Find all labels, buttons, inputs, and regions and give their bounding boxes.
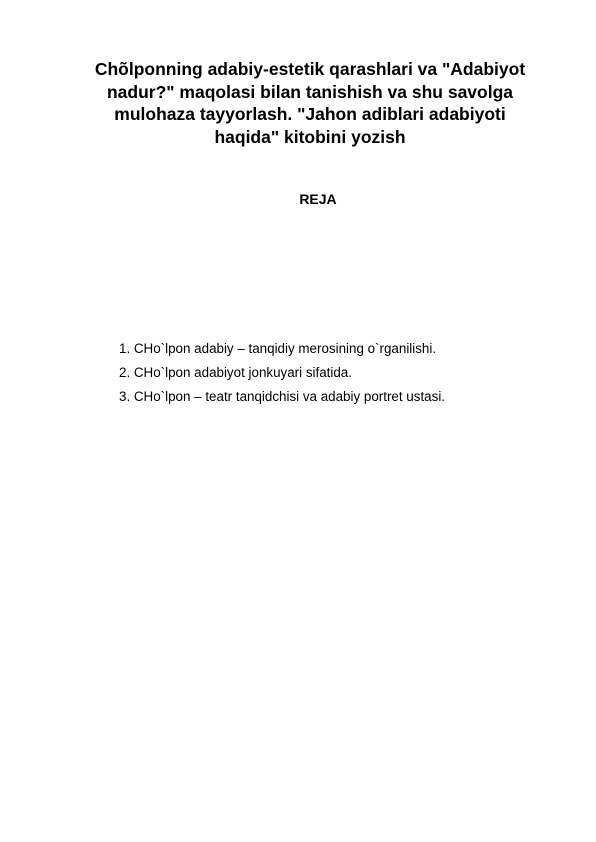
document-title: Chõlponning adabiy-estetik qarashlari va "Adabiyot nadur?" maqolasi bilan tanishish va shu savolga mulohaza tayyorlash. "Jahon adiblari adabiyoti haqida" kitobini yozish (94, 59, 526, 147)
plan-item-1: 1. CHo`lpon adabiy – tanqidiy merosining o`rganilishi. (119, 341, 437, 356)
plan-list (119, 337, 445, 409)
plan-item-3: 3. CHo`lpon – teatr tanqidchisi va adabiy portret ustasi. (119, 389, 446, 404)
plan-item-2: 2. CHo`lpon adabiyot jonkuyari sifatida. (119, 365, 352, 380)
section-heading: REJA (299, 191, 337, 207)
